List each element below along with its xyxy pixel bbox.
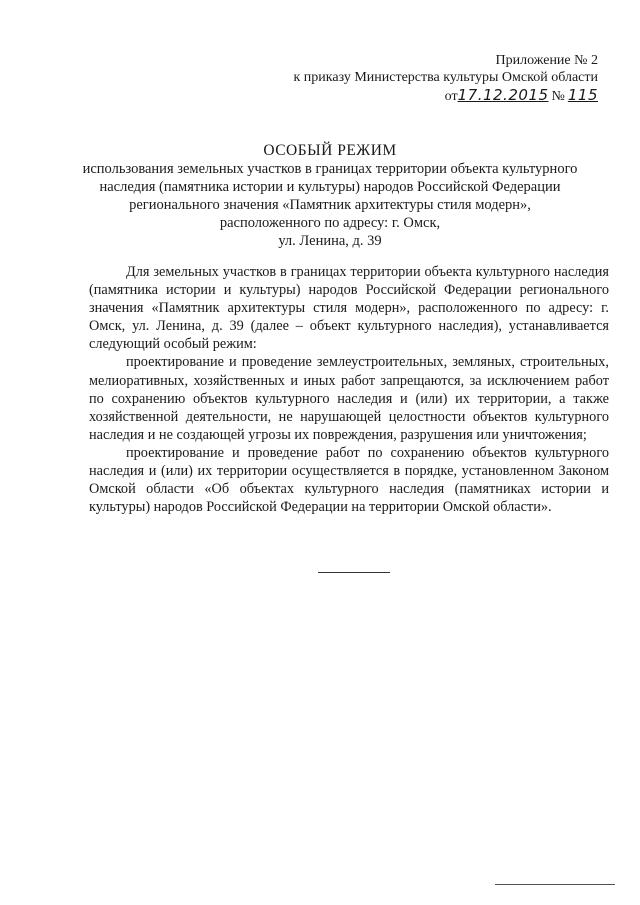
- subtitle-line: использования земельных участков в границах территории объекта культурного: [82, 161, 578, 177]
- subtitle-line: регионального значения «Памятник архитектуры стиля модерн»,: [129, 197, 531, 213]
- title-block: [70, 141, 590, 250]
- date-prefix: от: [444, 89, 458, 104]
- body-paragraph-restrictions: проектирование и проведение землеустроительных, земляных, строительных, мелиоративных, хозяйственных и иных работ запрещаются, за исключением работ по сохранению объектов культурного наследия и (или) их территории, а также хозяйственной деятельности, не нарушающей целостности объектов культурного наследия и не создающей угрозы их повреждения, разрушения или уничтожения;: [89, 354, 609, 443]
- footer-separator: [495, 884, 615, 885]
- end-separator: [318, 572, 390, 573]
- subtitle-line: наследия (памятника истории и культуры) народов Российской Федерации: [99, 179, 561, 195]
- handwritten-date: 17.12.2015: [457, 86, 549, 104]
- document-subtitle: [70, 160, 590, 250]
- body-paragraph-preservation: проектирование и проведение работ по сохранению объектов культурного наследия и (или) их территории осуществляется в порядке, установленном Законом Омской области «Об объектах культурного наследия (памятниках истории и культуры) народов Российской Федерации на территории Омской области».: [89, 444, 609, 516]
- appendix-number: Приложение № 2: [495, 53, 598, 68]
- document-title: ОСОБЫЙ РЕЖИМ: [263, 142, 397, 159]
- subtitle-line: ул. Ленина, д. 39: [278, 233, 382, 249]
- order-date-line: [238, 87, 598, 105]
- number-sign: №: [551, 89, 565, 104]
- body-paragraph-intro: Для земельных участков в границах территории объекта культурного наследия (памятника истории и культуры) народов Российской Федерации регионального значения «Памятник архитектуры стиля модерн», расположенного по адресу: г. Омск, ул. Ленина, д. 39 (далее – объект культурного наследия), устанавливается следующий особый режим:: [89, 264, 609, 353]
- subtitle-line: расположенного по адресу: г. Омск,: [219, 215, 441, 231]
- appendix-header: [238, 52, 598, 105]
- order-reference: к приказу Министерства культуры Омской области: [293, 70, 598, 85]
- document-body: [89, 263, 609, 516]
- handwritten-order-number: 115: [567, 86, 598, 104]
